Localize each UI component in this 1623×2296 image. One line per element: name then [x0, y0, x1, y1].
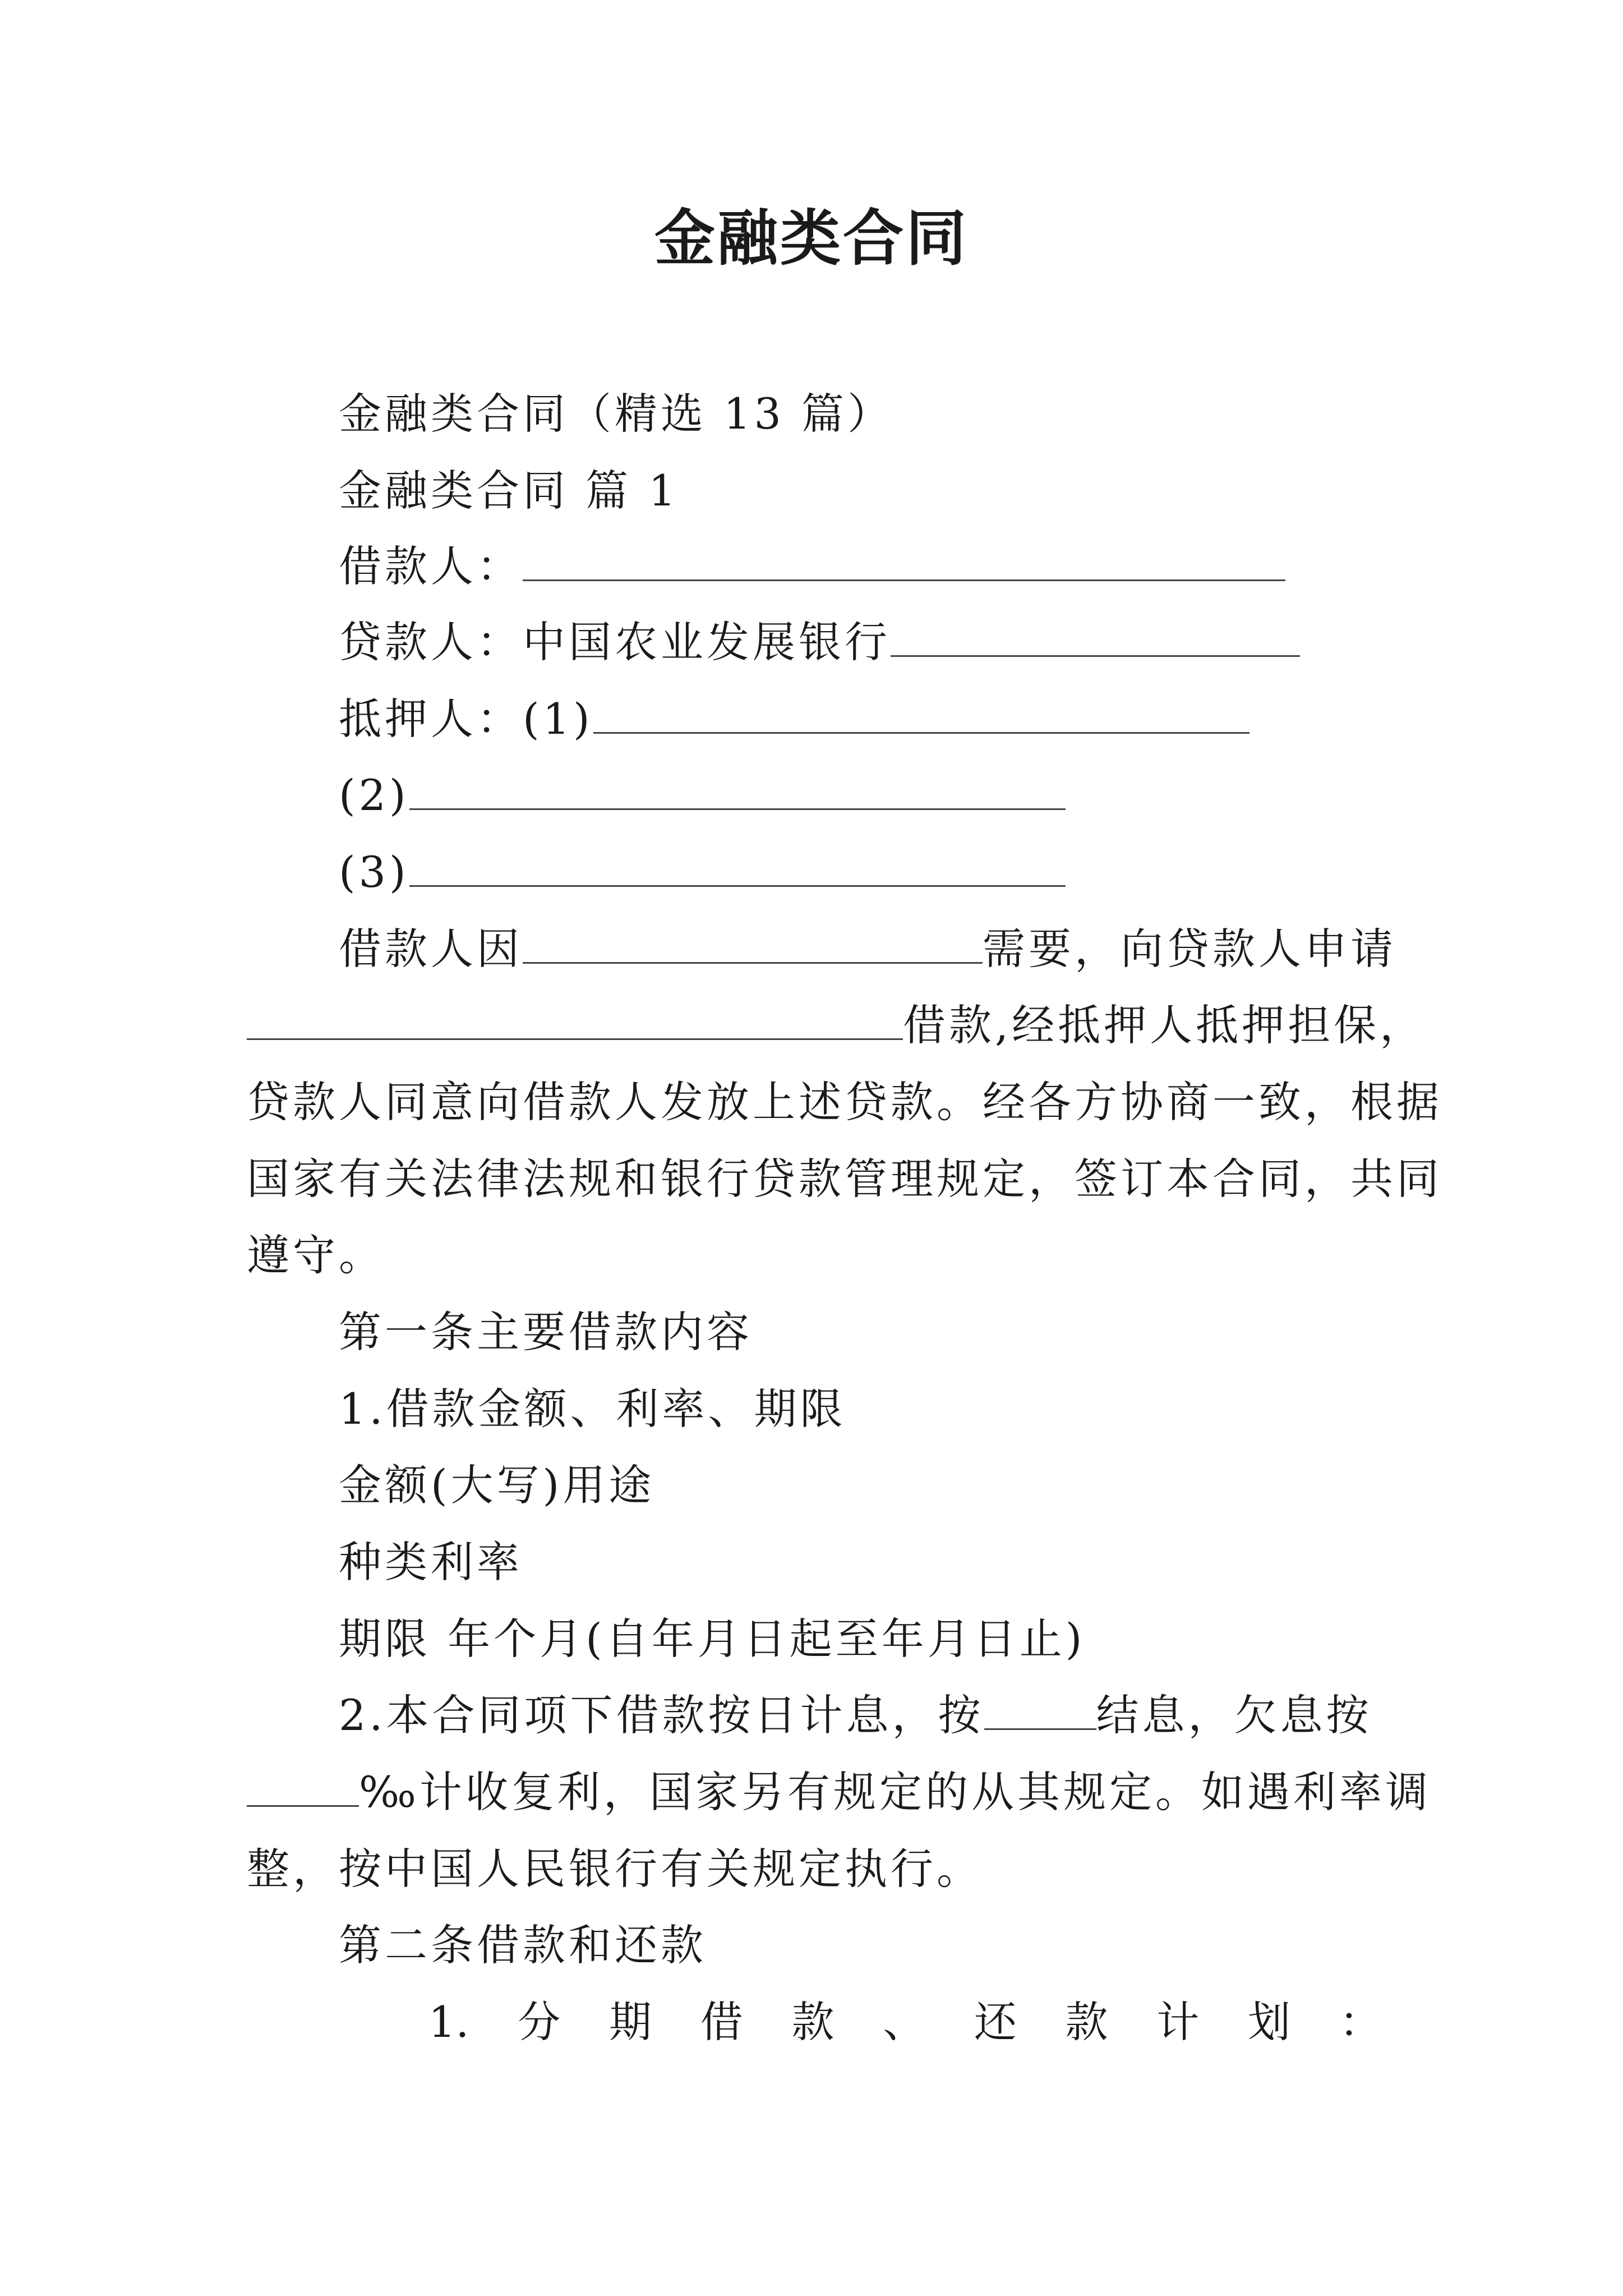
settlement-blank: [984, 1689, 1096, 1730]
spread-char: 1.: [428, 1997, 469, 2047]
article1-heading: 第一条主要借款内容: [339, 1307, 753, 1357]
document-title: 金融类合同: [654, 203, 969, 274]
spread-char: 期: [608, 1997, 652, 2047]
para1-text-a: 借款人因: [339, 924, 523, 974]
purpose-blank: [523, 923, 983, 964]
paragraph1-line4: 国家有关法律法规和银行贷款管理规定，签订本合同，共同: [247, 1154, 1442, 1204]
spread-char: ：: [1339, 1997, 1382, 2047]
repayment-plan-line: [428, 1994, 1382, 2050]
mortgagor3-label: (3): [339, 847, 409, 897]
art1-2-text-c: ‰计收复利，国家另有规定的从其规定。如遇利率调: [359, 1767, 1431, 1817]
spread-char: 、: [883, 1997, 926, 2047]
part-heading: 金融类合同 篇 1: [339, 466, 679, 516]
loan-amount-blank: [247, 999, 903, 1040]
mortgagor2-label: (2): [339, 770, 409, 820]
spread-char: 划: [1248, 1997, 1291, 2047]
mortgagor2-line: [339, 767, 1066, 823]
kind-line: 种类利率: [339, 1537, 523, 1587]
mortgagor3-line: [339, 844, 1066, 900]
article1-item2-line2: [247, 1764, 1431, 1820]
spread-char: 款: [1065, 1997, 1108, 2047]
paragraph1-line2: [247, 997, 1426, 1053]
mortgagor2-blank: [409, 769, 1066, 810]
paragraph1-line5: 遵守。: [247, 1230, 385, 1280]
article1-item1: 1.借款金额、利率、期限: [339, 1384, 846, 1434]
mortgagor1-blank: [593, 693, 1249, 734]
article1-item2-line3: 整，按中国人民银行有关规定执行。: [247, 1844, 983, 1894]
compound-rate-blank: [247, 1766, 359, 1807]
paragraph1-line1: [339, 921, 1396, 977]
lender-blank: [891, 616, 1300, 657]
mortgagor1-line: [339, 691, 1249, 747]
collection-heading: 金融类合同（精选 13 篇）: [339, 389, 894, 439]
lender-line: [339, 614, 1300, 670]
borrower-label: 借款人：: [339, 541, 523, 591]
borrower-line: [339, 539, 1285, 595]
spread-char: 还: [974, 1997, 1017, 2047]
spread-char: 款: [791, 1997, 834, 2047]
mortgagor1-label: 抵押人：(1): [339, 694, 593, 744]
art1-2-text-b: 结息，欠息按: [1096, 1690, 1372, 1740]
article2-heading: 第二条借款和还款: [339, 1920, 707, 1970]
paragraph1-line3: 贷款人同意向借款人发放上述贷款。经各方协商一致，根据: [247, 1077, 1442, 1127]
para1-text-b: 需要，向贷款人申请: [983, 924, 1396, 974]
spread-char: 分: [518, 1997, 561, 2047]
spread-char: 计: [1156, 1997, 1200, 2047]
art1-2-text-a: 2.本合同项下借款按日计息，按: [339, 1690, 984, 1740]
amount-line: 金额(大写)用途: [339, 1460, 655, 1510]
mortgagor3-blank: [409, 846, 1066, 887]
spread-char: 借: [700, 1997, 743, 2047]
borrower-blank: [523, 540, 1285, 581]
para1-text-c: 借款,经抵押人抵押担保，: [903, 1000, 1426, 1050]
lender-label: 贷款人：中国农业发展银行: [339, 617, 891, 667]
term-line: 期限 年个月(自年月日起至年月日止): [339, 1614, 1086, 1664]
article1-item2-line1: [339, 1687, 1372, 1743]
